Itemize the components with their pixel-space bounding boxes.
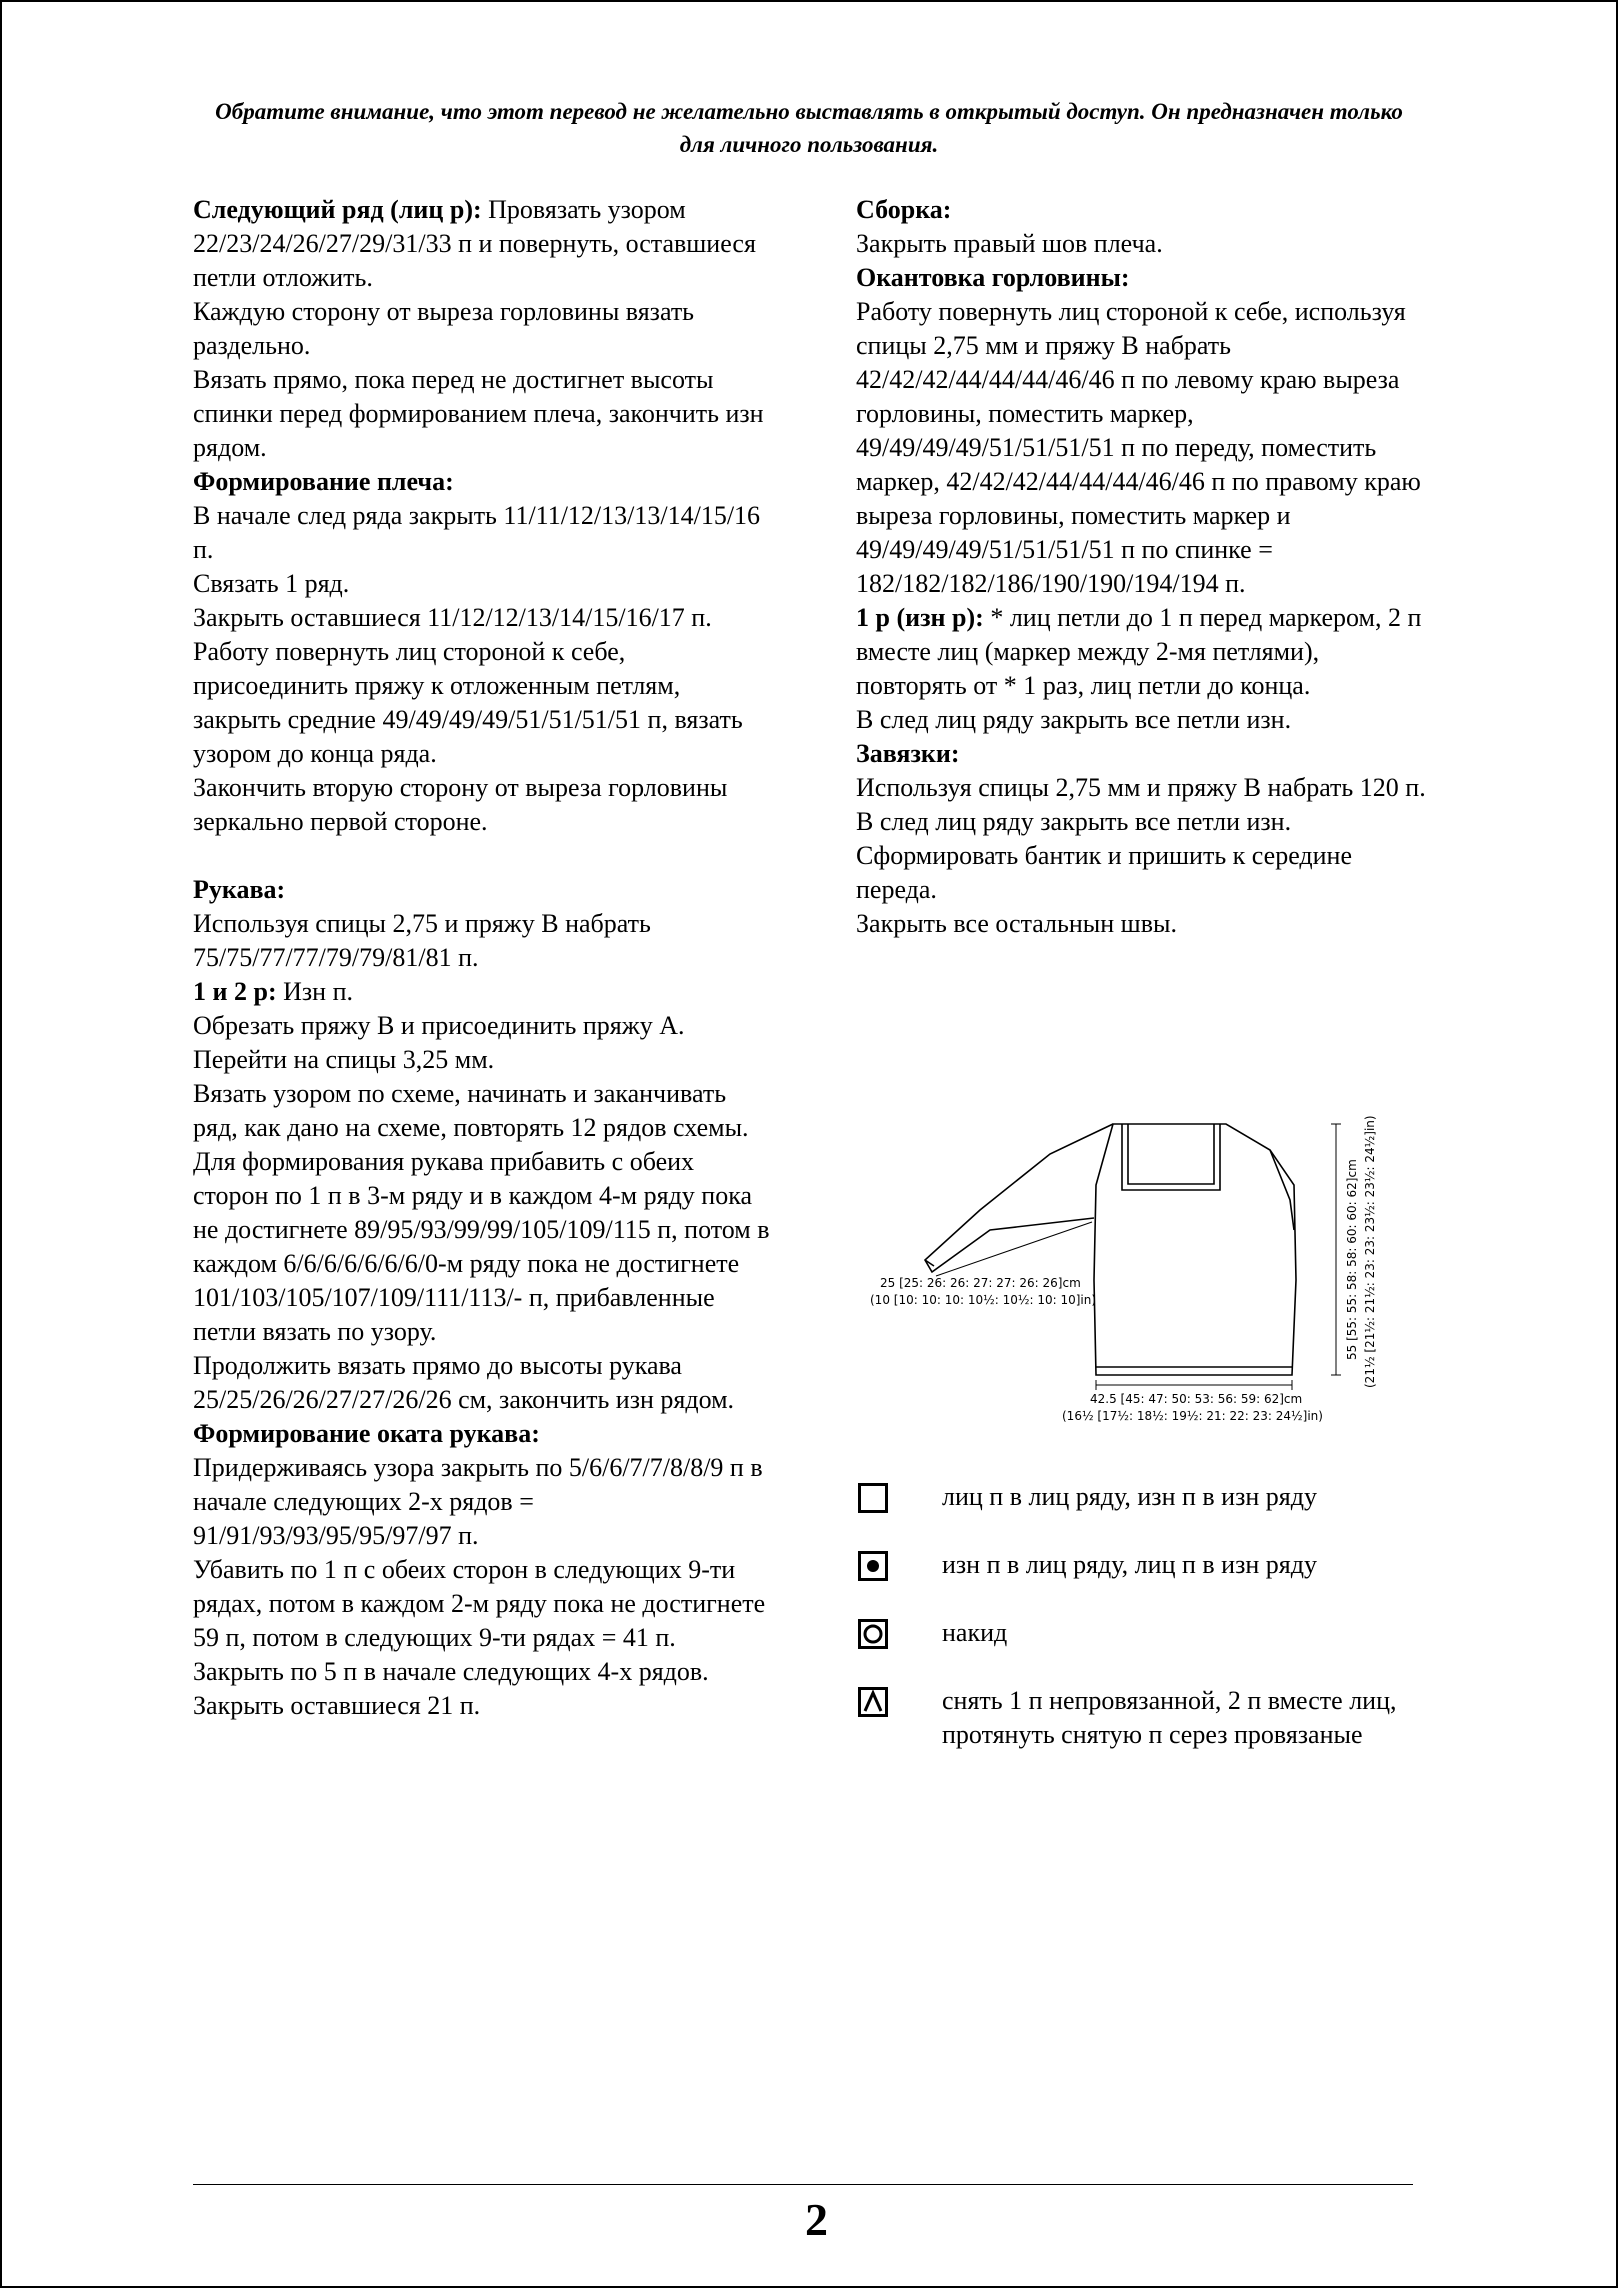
assembly-heading: Сборка: — [856, 195, 952, 224]
width-inches: (16½ [17½: 18½: 19½: 21: 22: 23: 24½]in) — [1062, 1409, 1323, 1423]
stitch-legend — [856, 1480, 1436, 1786]
legend-text: лиц п в лиц ряду, изн п в изн ряду — [942, 1482, 1317, 1511]
paragraph: Используя спицы 2,75 и пряжу В набрать 75/75/77/77/79/79/81/81 п. — [193, 909, 651, 972]
paragraph: Обрезать пряжу В и присоединить пряжу А. Перейти на спицы 3,25 мм. — [193, 1011, 685, 1074]
paragraph: Закрыть по 5 п в начале следующих 4-х рядов. — [193, 1657, 709, 1686]
length-inches: (21½ [21½: 21½: 23: 23: 23½: 23½: 24½]in) — [1363, 1115, 1377, 1388]
dot-square-icon — [858, 1551, 888, 1581]
paragraph: Вязать прямо, пока перед не достигнет высоты спинки перед формированием плеча, закончить изн рядом. — [193, 365, 764, 462]
paragraph: Закрыть оставшиеся 11/12/12/13/14/15/16/17 п. — [193, 603, 712, 632]
paragraph: Вязать узором по схеме, начинать и заканчивать ряд, как дано на схеме, повторять 12 рядов схемы. Для формирования рукава прибавить с обеих сторон по 1 п в 3-м ряду и в каждом 4-м ряду пока не достигнете 89/95/93/99/99/105/109/115 п, потом в каждом 6/6/6/6/6/6/6/0-м ряду пока не достигнете 101/103/105/107/109/111/113/- п, прибавленные петли вязать по узору. — [193, 1079, 770, 1346]
paragraph: Сформировать бантик и пришить к середине переда. — [856, 841, 1352, 904]
width-label: 42.5 [45: 47: 50: 53: 56: 59: 62]cm — [1090, 1392, 1303, 1406]
next-row-paragraph: Следующий ряд (лиц р): Провязать узором 22/23/24/26/27/29/31/33 п и повернуть, оставшиеся петли отложить. — [193, 195, 756, 292]
translation-notice: Обратите внимание, что этот перевод не желательно выставлять в открытый доступ. Он предназначен только для личного пользования. — [215, 99, 1403, 157]
paragraph: Закрыть правый шов плеча. — [856, 229, 1163, 258]
empty-square-icon — [858, 1483, 888, 1513]
row-1-paragraph: 1 р (изн р): * лиц петли до 1 п перед маркером, 2 п вместе лиц (маркер между 2-мя петлями), повторять от * 1 раз, лиц петли до конца. — [856, 603, 1422, 700]
length-label: 55 [55: 55: 58: 58: 60: 60: 62]cm — [1345, 1159, 1359, 1360]
paragraph: Связать 1 ряд. — [193, 569, 350, 598]
legend-text: накид — [942, 1618, 1008, 1647]
paragraph: Придерживаясь узора закрыть по 5/6/6/7/7/8/8/9 п в начале следующих 2-х рядов = 91/91/93/93/95/95/97/97 п. — [193, 1453, 763, 1550]
triangle-square-icon — [858, 1687, 888, 1717]
paragraph: Закрыть оставшиеся 21 п. — [193, 1691, 481, 1720]
sleeve-length-inches: (10 [10: 10: 10: 10½: 10½: 10: 10]in) — [870, 1293, 1097, 1307]
paragraph: Каждую сторону от выреза горловины вязать раздельно. — [193, 297, 695, 360]
shoulder-heading: Формирование плеча: — [193, 467, 454, 496]
sleeves-heading: Рукава: — [193, 875, 286, 904]
paragraph: В след лиц ряду закрыть все петли изн. — [856, 705, 1292, 734]
schematic-svg — [860, 1110, 1400, 1440]
paragraph: Работу повернуть лиц стороной к себе, используя спицы 2,75 мм и пряжу В набрать 42/42/42/44/44/44/46/46 п по левому краю выреза горловины, поместить маркер, 49/49/49/49/51/51/51/51 п по переду, поместить маркер, 42/42/42/44/44/44/46/46 п по правому краю выреза горловины, поместить маркер и 49/49/49/49/51/51/51/51 п по спинке = 182/182/182/186/190/190/194/194 п. — [856, 297, 1421, 598]
neckband-heading: Окантовка горловины: — [856, 263, 1130, 292]
ties-heading: Завязки: — [856, 739, 960, 768]
footer-divider — [193, 2184, 1413, 2185]
page-number: 2 — [805, 2194, 828, 2245]
paragraph: Работу повернуть лиц стороной к себе, присоединить пряжу к отложенным петлям, закрыть средние 49/49/49/49/51/51/51/51 п, вязать узором до конца ряда. — [193, 637, 743, 768]
sleeve-length-label: 25 [25: 26: 26: 27: 27: 26: 26]cm — [880, 1276, 1081, 1290]
legend-item — [856, 1548, 1436, 1582]
paragraph: Закрыть все остальнын швы. — [856, 909, 1177, 938]
legend-text: изн п в лиц ряду, лиц п в изн ряду — [942, 1550, 1317, 1579]
sweater-schematic — [860, 1110, 1400, 1440]
next-row-heading: Следующий ряд (лиц р): — [193, 195, 482, 224]
rows-1-2-paragraph: 1 и 2 р: Изн п. — [193, 977, 353, 1006]
circle-square-icon — [858, 1619, 888, 1649]
paragraph: Убавить по 1 п с обеих сторон в следующих 9-ти рядах, потом в каждом 2-м ряду пока не достигнете 59 п, потом в следующих 9-ти рядах = 41 п. — [193, 1555, 766, 1652]
left-column — [193, 193, 773, 1723]
sweater-outline — [925, 1124, 1296, 1375]
legend-text: снять 1 п непровязанной, 2 п вместе лиц, протянуть снятую п серез провязаные — [942, 1686, 1397, 1749]
legend-item — [856, 1480, 1436, 1514]
paragraph: Закончить вторую сторону от выреза горловины зеркально первой стороне. — [193, 773, 728, 836]
paragraph: Используя спицы 2,75 мм и пряжу В набрать 120 п. — [856, 773, 1426, 802]
paragraph: В след лиц ряду закрыть все петли изн. — [856, 807, 1292, 836]
paragraph: Продолжить вязать прямо до высоты рукава 25/25/26/26/27/27/26/26 см, закончить изн рядом. — [193, 1351, 735, 1414]
paragraph: В начале след ряда закрыть 11/11/12/13/13/14/15/16 п. — [193, 501, 761, 564]
legend-item — [856, 1684, 1436, 1752]
legend-item — [856, 1616, 1436, 1650]
sleeve-cap-heading: Формирование оката рукава: — [193, 1419, 540, 1448]
right-column — [856, 193, 1436, 941]
